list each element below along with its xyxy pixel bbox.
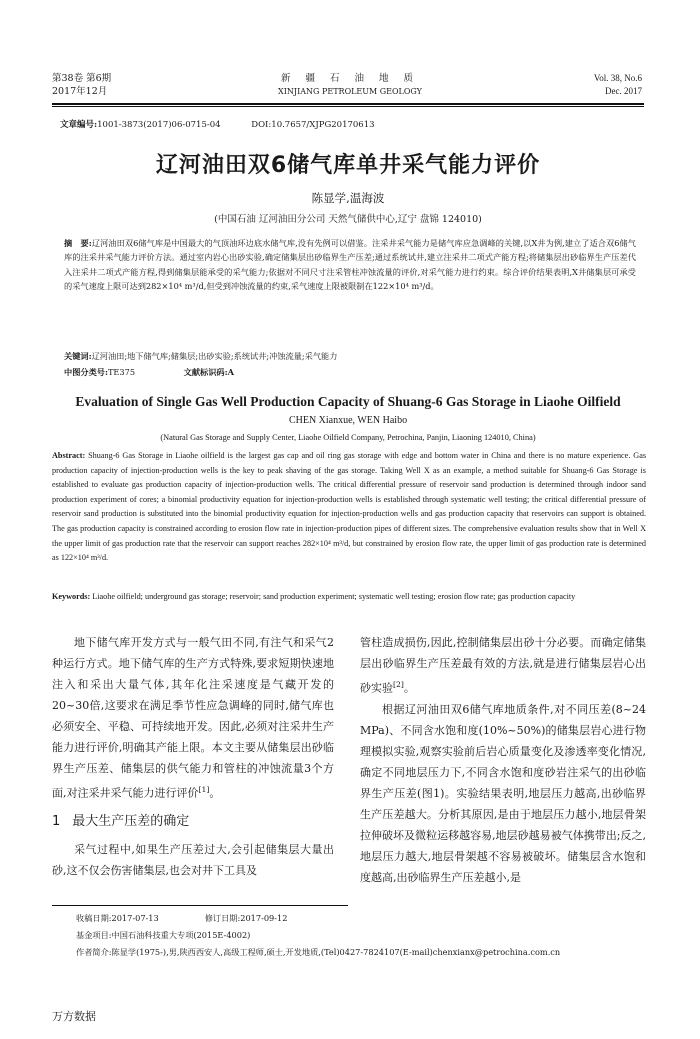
journal-name-en: XINJIANG PETROLEUM GEOLOGY	[278, 87, 422, 96]
article-no: 1001-3873(2017)06-0715-04	[97, 120, 221, 130]
header-rule-thin	[52, 106, 644, 107]
body-paragraph	[360, 699, 646, 888]
watermark: 万方数据	[52, 1010, 96, 1023]
doc-code: A	[227, 367, 234, 377]
doc-code-label: 文献标识码:	[183, 367, 228, 377]
revised-label: 修订日期:	[204, 913, 241, 923]
keywords-cn	[64, 349, 636, 363]
body-paragraph	[52, 839, 334, 881]
footnote-fund	[76, 927, 656, 944]
abstract-en	[52, 449, 646, 566]
received-date: 2017-07-13	[111, 913, 159, 923]
revised-date: 2017-09-12	[240, 913, 288, 923]
footnote-bio	[76, 944, 656, 961]
body-paragraph	[52, 632, 334, 804]
bio-label: 作者简介:	[76, 947, 112, 957]
abstract-cn-label: 摘 要:	[64, 238, 92, 248]
paragraph-text: 采气过程中,如果生产压差过大,会引起储集层大量出砂,这不仅会伤害储集层,也会对井下工具及	[52, 842, 334, 877]
header-right	[594, 72, 642, 98]
section-title: 最大生产压差的确定	[72, 813, 190, 829]
keywords-en	[52, 590, 646, 605]
paragraph-end: 。	[209, 786, 221, 800]
bio-text: 陈显学(1975-),男,陕西西安人,高级工程师,硕士,开发地质,(Tel)0427-7824107(E-mail)chenxianx@petrochina.com.cn	[111, 947, 561, 957]
citation: [1]	[198, 785, 210, 794]
body-column-right	[360, 632, 646, 888]
journal-name-cn: 新 疆 石 油 地 质	[280, 73, 420, 84]
article-no-label: 文章编号:	[60, 120, 98, 130]
volume-en: Vol. 38, No.6	[593, 73, 642, 83]
keywords-cn-text: 辽河油田;地下储气库;储集层;出砂实验;系统试井;冲蚀流量;采气能力	[91, 351, 338, 361]
abstract-cn-text: 辽河油田双6储气库是中国最大的气顶油环边底水储气库,没有先例可以借鉴。注采井采气能力是储气库应急调峰的关键,以X井为例,建立了适合双6储气库的注采井采气能力评价方法。通过室内岩心出砂实验,确定储集层出砂临界生产压差;通过系统试井,建立注采井二项式产能方程;将储集层出砂临界生产压差代入注采井二项式产能方程,得到储集层能承受的采气能力;依据对不同尺寸注采管柱冲蚀流量的评价,对采气能力进行约束。综合评价结果表明,X井储集层可承受的采气速度上限可达到282×10⁴ m³/d,但受到冲蚀流量的约束,采气速度上限被限制在122×10⁴ m³/d。	[64, 238, 636, 292]
paragraph-text: 根据辽河油田双6储气库地质条件,对不同压差(8~24 MPa)、不同含水饱和度(10%~50%)的储集层岩心进行物理模拟实验,观察实验前后岩心质量变化及渗透率变化情况,确定不同地层压力下,不同含水饱和度砂岩注采气的出砂临界生产压差(图1)。实验结果表明,地层压力越高,出砂临界生产压差越大。分析其原因,是由于地层压力越小,地层骨架拉伸破坏及微粒运移越容易,地层砂越易被气体携带出;反之,地层压力越大,地层骨架越不容易被破坏。储集层含水饱和度越高,出砂临界生产压差越小,是	[360, 702, 646, 884]
authors-cn: 陈显学,温海波	[311, 191, 385, 205]
paragraph-end: 。	[403, 681, 415, 695]
header-center	[200, 72, 500, 98]
clc-code: TE375	[107, 367, 136, 377]
header-rule	[52, 103, 644, 105]
keywords-cn-label: 关键词:	[64, 351, 92, 361]
footnote-dates	[76, 910, 656, 927]
date-en: Dec. 2017	[605, 86, 642, 96]
paragraph-text: 管柱造成损伤,因此,控制储集层出砂十分必要。而确定储集层出砂临界生产压差最有效的方法,就是进行储集层岩心出砂实验	[360, 636, 646, 695]
title-en: Evaluation of Single Gas Well Production Capacity of Shuang-6 Gas Storage in Liaohe Oilfield	[75, 394, 621, 409]
citation: [2]	[393, 680, 404, 689]
fund-text: 中国石油科技重大专项(2015E-4002)	[111, 930, 251, 940]
abstract-cn	[64, 236, 636, 294]
authors-en: CHEN Xianxue, WEN Haibo	[288, 415, 408, 426]
abstract-en-text: Shuang-6 Gas Storage in Liaohe oilfield is the largest gas cap and oil ring gas storage with edge and bottom water in China and there is no mature experience. Gas production capacity of injection-production wells is the key to peak shaving of the gas storage. Taking Well X as an example, a method suitable for Shuang-6 Gas Storage is established to evaluate gas production capacity of injection-production wells. The critical differential pressure of reservoir sand production is determined through indoor sand production experiment of cores; a binomial productivity equation for injection-production wells is established through systematic well testing; the critical differential pressure of reservoir sand production is substituted into the binomial productivity equation for injection-production wells and gas production capacity that reservoirs can support is obtained. The gas production capacity is constrained according to erosion flow rate in injection-production pipes of different sizes. The comprehensive evaluation results show that in Well X the upper limit of gas production rate that the reservoir can support reaches 282×10⁴ m³/d, but constrained by erosion flow rate, the upper limit of gas production rate is determined as 122×10⁴ m³/d.	[52, 451, 647, 563]
footnotes	[76, 910, 656, 961]
classification	[64, 365, 234, 379]
doi: 10.7657/XJPG20170613	[271, 120, 375, 130]
affiliation-cn: (中国石油 辽河油田分公司 天然气储供中心,辽宁 盘锦 124010)	[214, 214, 482, 225]
footnote-rule	[52, 905, 348, 906]
doi-label: DOI:	[251, 120, 272, 130]
section-heading	[52, 811, 334, 832]
keywords-en-text: Liaohe oilfield; underground gas storage; reservoir; sand production experiment; systematic well testing; erosion flow rate; gas production capacity	[92, 592, 576, 601]
volume-issue: 第38卷 第6期	[52, 73, 112, 84]
issue-date: 2017年12月	[52, 86, 108, 97]
body-column-left	[52, 632, 334, 881]
header-left	[52, 72, 111, 98]
body-paragraph	[360, 632, 646, 699]
article-meta	[60, 118, 375, 130]
received-label: 收稿日期:	[76, 913, 112, 923]
paragraph-text: 地下储气库开发方式与一般气田不同,有注气和采气2种运行方式。地下储气库的生产方式特殊,要求短期快速地注入和采出大量气体,其年化注采速度是气藏开发的20~30倍,这要求在满足季节性应急调峰的同时,储气库也必须安全、平稳、可持续地开发。因此,必须对注采井生产能力进行评价,明确其产能上限。本文主要从储集层出砂临界生产压差、储集层的供气能力和管柱的冲蚀流量3个方面,对注采井采气能力进行评价	[52, 636, 334, 800]
title-cn: 辽河油田双6储气库单井采气能力评价	[155, 153, 541, 178]
fund-label: 基金项目:	[76, 930, 112, 940]
section-number: 1	[52, 813, 61, 829]
keywords-en-label: Keywords:	[52, 592, 91, 601]
abstract-en-label: Abstract:	[52, 451, 86, 460]
affiliation-en: (Natural Gas Storage and Supply Center, Liaohe Oilfield Company, Petrochina, Panjin, Liaoning 124010, China)	[160, 433, 536, 442]
clc-label: 中图分类号:	[64, 367, 108, 377]
